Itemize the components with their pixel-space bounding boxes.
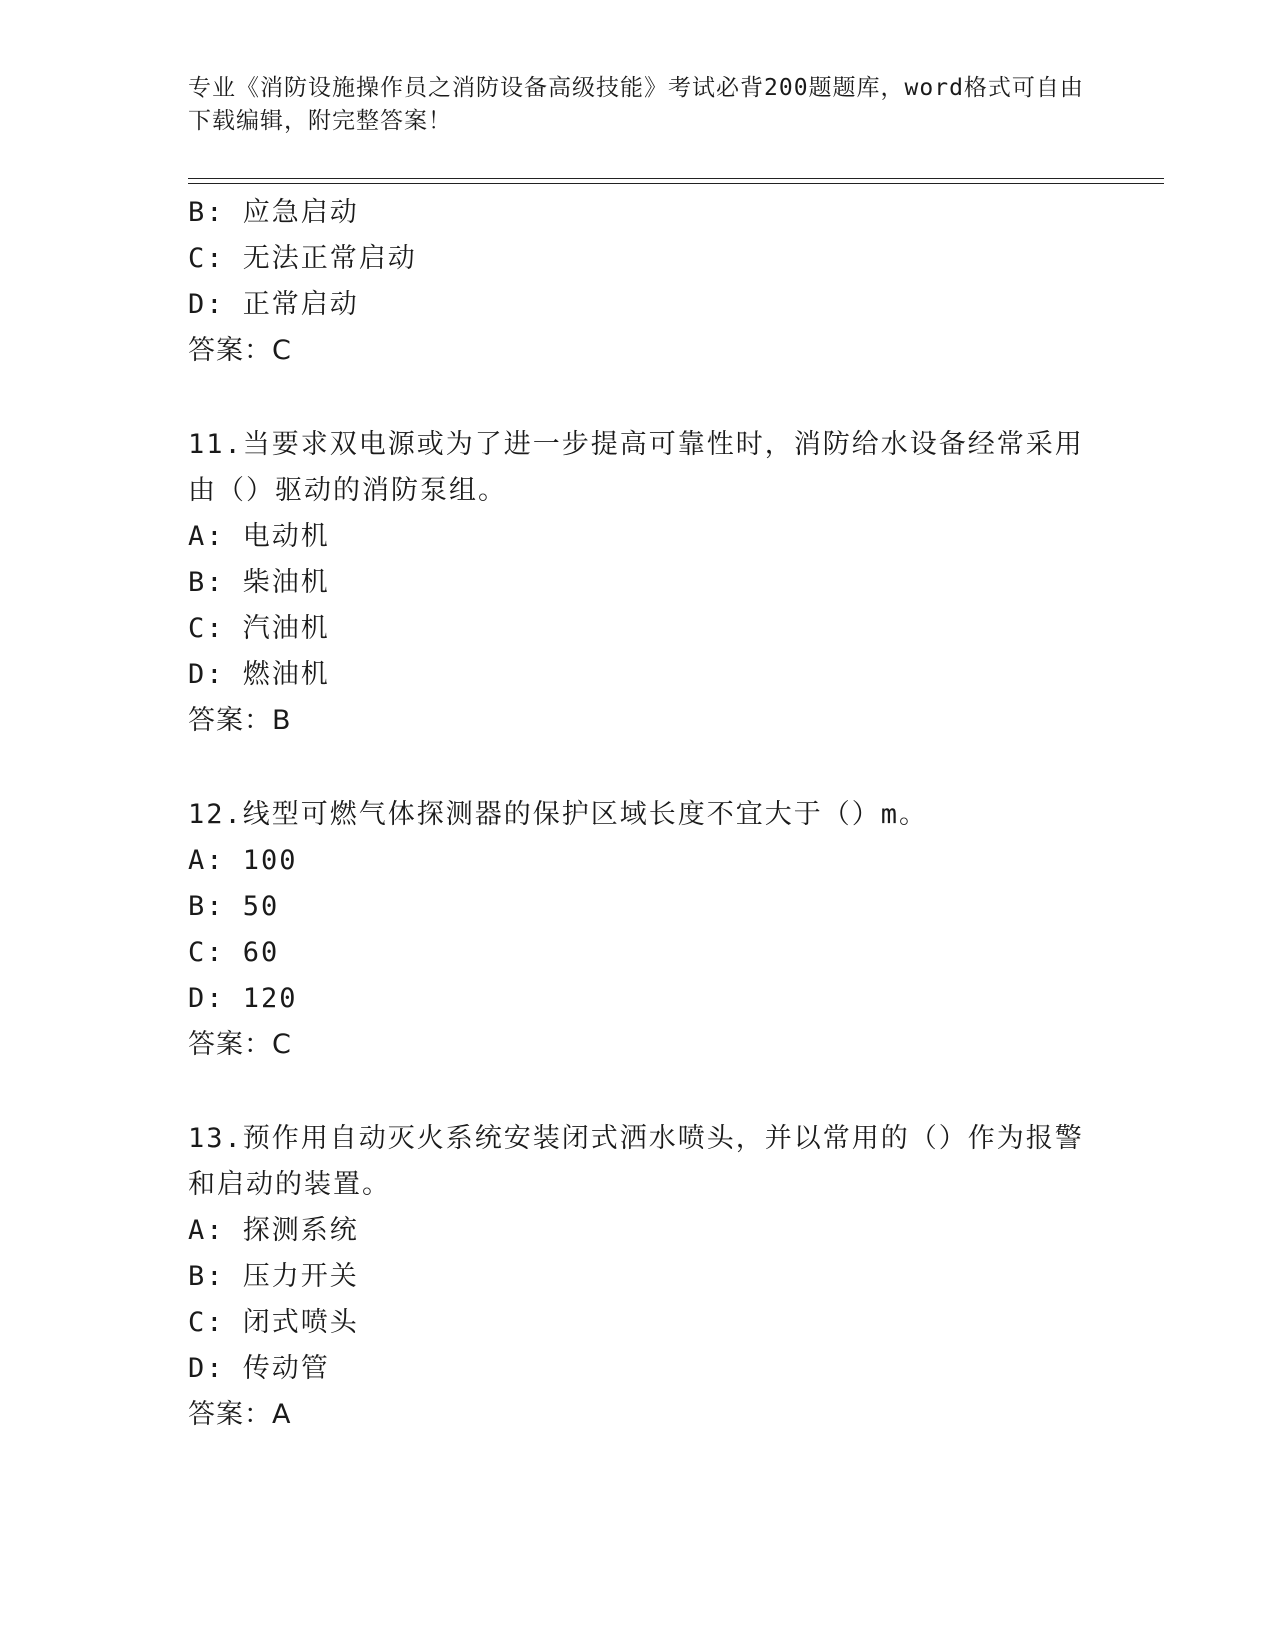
question-block-prev (188, 190, 1088, 374)
option-d: D: 燃油机 (188, 659, 330, 690)
option-b: B: 压力开关 (188, 1261, 359, 1292)
option-d: D: 传动管 (188, 1353, 330, 1384)
question-stem: 13.预作用自动灭火系统安装闭式洒水喷头，并以常用的（）作为报警和启动的装置。 (188, 1123, 1084, 1200)
question-stem: 12.线型可燃气体探测器的保护区域长度不宜大于（）m。 (188, 799, 929, 830)
option-c: C: 60 (188, 937, 280, 968)
question-block-12 (188, 792, 1088, 1068)
header-divider-bottom (188, 183, 1164, 184)
answer-line: 答案：C (188, 1029, 292, 1060)
option-d: D: 120 (188, 983, 298, 1014)
answer-line: 答案：A (188, 1399, 292, 1430)
answer-line: 答案：C (188, 335, 292, 366)
option-b: B: 柴油机 (188, 567, 330, 598)
header-divider-top (188, 178, 1164, 179)
option-b: B: 应急启动 (188, 197, 359, 228)
option-c: C: 无法正常启动 (188, 243, 417, 274)
option-d: D: 正常启动 (188, 289, 359, 320)
option-a: A: 电动机 (188, 521, 330, 552)
answer-line: 答案：B (188, 705, 292, 736)
question-stem: 11.当要求双电源或为了进一步提高可靠性时，消防给水设备经常采用由（）驱动的消防泵组。 (188, 429, 1084, 506)
option-a: A: 探测系统 (188, 1215, 359, 1246)
question-block-13 (188, 1116, 1088, 1438)
option-c: C: 闭式喷头 (188, 1307, 359, 1338)
option-a: A: 100 (188, 845, 298, 876)
question-block-11 (188, 422, 1088, 744)
document-header: 专业《消防设施操作员之消防设备高级技能》考试必背200题题库，word格式可自由下载编辑，附完整答案！ (188, 75, 1084, 134)
question-list (188, 190, 1088, 1438)
option-b: B: 50 (188, 891, 280, 922)
option-c: C: 汽油机 (188, 613, 330, 644)
